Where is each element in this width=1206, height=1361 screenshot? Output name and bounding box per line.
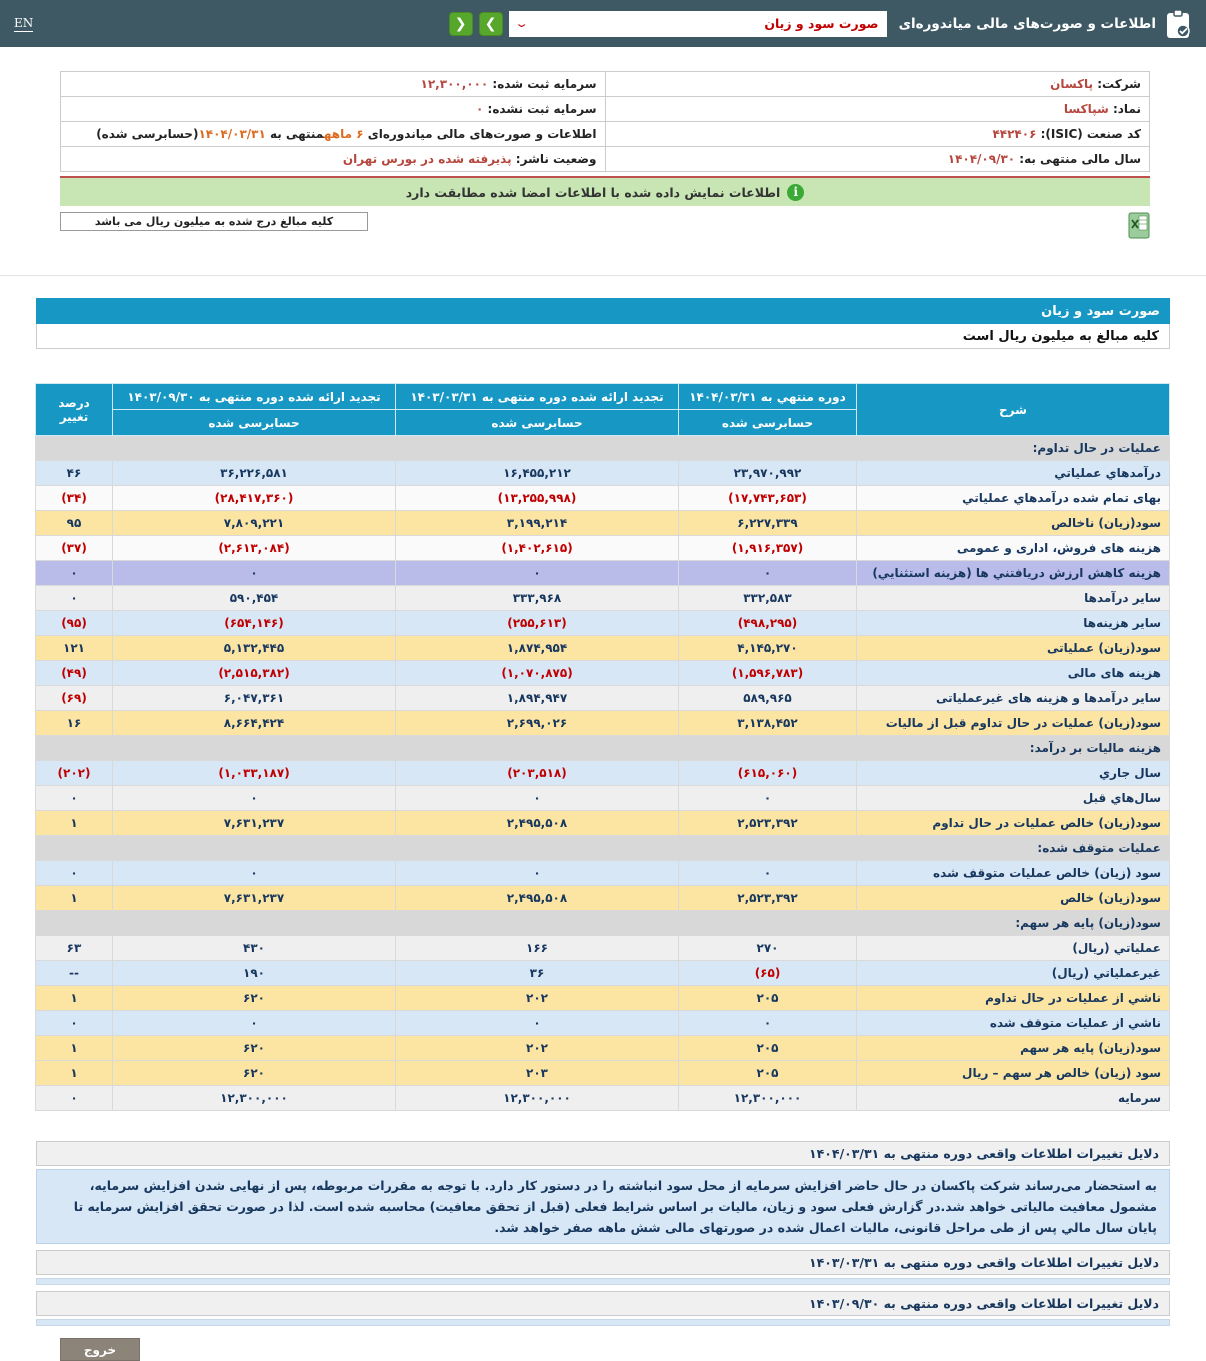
row-value: ۲,۴۹۵,۵۰۸ <box>396 811 679 836</box>
info-value: ۴۴۲۴۰۶ <box>992 127 1037 141</box>
row-value <box>113 436 396 461</box>
row-value <box>396 911 679 936</box>
row-value: ۰ <box>36 786 113 811</box>
row-value: ۰ <box>36 561 113 586</box>
row-value: ۳۶,۲۲۶,۵۸۱ <box>113 461 396 486</box>
row-label: عملیات متوقف شده: <box>857 836 1170 861</box>
row-value: ۰ <box>679 561 857 586</box>
next-statement-button[interactable]: ❯ <box>479 12 503 36</box>
info-value: ۰ <box>476 102 484 116</box>
row-value: ۰ <box>396 561 679 586</box>
row-value: ۲,۶۹۹,۰۲۶ <box>396 711 679 736</box>
note-header: دلایل تغییرات اطلاعات واقعی دوره منتهی به ۱۴۰۳/۰۳/۳۱ <box>36 1250 1170 1275</box>
info-value: ۱۲,۳۰۰,۰۰۰ <box>420 77 489 91</box>
row-value: ۱,۸۷۴,۹۵۴ <box>396 636 679 661</box>
row-value: (۴۹۸,۲۹۵) <box>679 611 857 636</box>
info-text-part: اطلاعات و صورت‌های مالی میاندوره‌ای <box>363 127 597 141</box>
row-label: سود(زيان) پایه هر سهم <box>857 1036 1170 1061</box>
row-label: سایر هزینه‌ها <box>857 611 1170 636</box>
row-value: ۲,۵۲۳,۳۹۲ <box>679 886 857 911</box>
table-row <box>36 436 1170 461</box>
row-value <box>36 736 113 761</box>
company-info-table <box>60 71 1150 172</box>
row-value: ۰ <box>36 861 113 886</box>
row-value: ۶۲۰ <box>113 986 396 1011</box>
row-value: ۱ <box>36 886 113 911</box>
row-value: (۲۵۵,۶۱۳) <box>396 611 679 636</box>
row-value: (۱,۰۷۰,۸۷۵) <box>396 661 679 686</box>
info-value: پذیرفته شده در بورس تهران <box>342 152 512 166</box>
row-value: (۲,۶۱۳,۰۸۴) <box>113 536 396 561</box>
language-toggle-en[interactable]: EN <box>14 15 34 30</box>
income-statement-table <box>35 383 1170 1111</box>
col-header-description: شرح <box>857 384 1170 436</box>
signature-notice-bar <box>60 178 1150 206</box>
table-row <box>36 736 1170 761</box>
row-value: ۴,۱۴۵,۲۷۰ <box>679 636 857 661</box>
row-label: سود(زيان) عملیات در حال تداوم قبل از مالیات <box>857 711 1170 736</box>
row-value: ۵,۱۳۲,۴۴۵ <box>113 636 396 661</box>
chevron-down-icon: ⌄ <box>513 17 529 30</box>
row-label: سود(زيان) ناخالص <box>857 511 1170 536</box>
row-value: ۷,۶۳۱,۲۳۷ <box>113 811 396 836</box>
company-info-cell <box>61 122 606 147</box>
company-info-cell <box>605 122 1150 147</box>
info-text-part: ۱۴۰۴/۰۳/۳۱ <box>198 127 266 141</box>
top-header-bar <box>0 0 1206 47</box>
row-value: (۲۸,۴۱۷,۳۶۰) <box>113 486 396 511</box>
row-value: ۱۶ <box>36 711 113 736</box>
row-value: ۶,۰۴۷,۳۶۱ <box>113 686 396 711</box>
company-info-cell <box>61 147 606 172</box>
table-row <box>36 1036 1170 1061</box>
row-label: سود (زیان) خالص عملیات متوقف شده <box>857 861 1170 886</box>
prev-statement-button[interactable]: ❮ <box>449 12 473 36</box>
row-value: ۰ <box>113 861 396 886</box>
statement-select-value: صورت سود و زیان <box>764 16 879 31</box>
info-label: وضعیت ناشر: <box>511 152 597 166</box>
table-row <box>36 636 1170 661</box>
row-value: (۱۷,۷۴۳,۶۵۳) <box>679 486 857 511</box>
row-value: ۱,۸۹۴,۹۴۷ <box>396 686 679 711</box>
table-row <box>36 511 1170 536</box>
row-label: ناشي از عملیات در حال تداوم <box>857 986 1170 1011</box>
row-label: هزینه های مالی <box>857 661 1170 686</box>
row-label: هزینه کاهش ارزش دریافتني ها (هزینه استثنايي) <box>857 561 1170 586</box>
row-value <box>113 736 396 761</box>
row-value: ۲۰۳ <box>396 1061 679 1086</box>
info-value: ۱۴۰۴/۰۹/۳۰ <box>947 152 1016 166</box>
info-label: نماد: <box>1108 102 1141 116</box>
row-value: (۱,۵۹۶,۷۸۳) <box>679 661 857 686</box>
row-value <box>36 436 113 461</box>
info-text-part: (حسابرسی شده) <box>96 127 199 141</box>
row-value: ۳۳۳,۹۶۸ <box>396 586 679 611</box>
table-row <box>36 811 1170 836</box>
table-row <box>36 836 1170 861</box>
table-row <box>36 961 1170 986</box>
row-value: ۰ <box>396 861 679 886</box>
info-label: سرمایه ثبت شده: <box>488 77 597 91</box>
table-row <box>36 486 1170 511</box>
row-label: عملیات در حال تداوم: <box>857 436 1170 461</box>
note-empty-strip <box>36 1278 1170 1285</box>
page-title: اطلاعات و صورت‌های مالی میاندوره‌ای <box>898 15 1156 32</box>
row-value: ۰ <box>113 786 396 811</box>
note-empty-strip <box>36 1319 1170 1326</box>
row-label: سود(زيان) خالص عملیات در حال تداوم <box>857 811 1170 836</box>
company-info-cell <box>61 97 606 122</box>
row-label: سایر درآمدها و هزینه های غیرعملیاتی <box>857 686 1170 711</box>
row-label: سود (زیان) خالص هر سهم – ریال <box>857 1061 1170 1086</box>
col-header-period-2: تجدید ارائه شده دوره منتهی به ۱۴۰۳/۰۳/۳۱ <box>396 384 679 410</box>
table-row <box>36 611 1170 636</box>
row-value: ۳۶ <box>396 961 679 986</box>
exit-button[interactable]: خروج <box>60 1338 140 1361</box>
row-value: ۲,۵۲۳,۳۹۲ <box>679 811 857 836</box>
table-row <box>36 861 1170 886</box>
row-value: ۰ <box>396 786 679 811</box>
col-header-period-3: تجدید ارائه شده دوره منتهی به ۱۴۰۳/۰۹/۳۰ <box>113 384 396 410</box>
row-label: سود(زيان) خالص <box>857 886 1170 911</box>
table-row <box>36 561 1170 586</box>
row-value: ۲۰۲ <box>396 1036 679 1061</box>
row-value: ۲۷۰ <box>679 936 857 961</box>
company-info-row <box>61 147 1150 172</box>
row-value: ۲۰۲ <box>396 986 679 1011</box>
row-value: (۱,۹۱۶,۳۵۷) <box>679 536 857 561</box>
company-info-body <box>61 72 1150 172</box>
company-info-row <box>61 72 1150 97</box>
row-value: ۱ <box>36 1061 113 1086</box>
company-info-cell <box>61 72 606 97</box>
row-value: ۰ <box>396 1011 679 1036</box>
table-row <box>36 786 1170 811</box>
row-value: (۶۱۵,۰۶۰) <box>679 761 857 786</box>
row-value: ۱۲,۳۰۰,۰۰۰ <box>679 1086 857 1111</box>
row-value: ۰ <box>679 786 857 811</box>
row-value: ۱ <box>36 986 113 1011</box>
notes-section <box>0 1141 1206 1326</box>
company-info-row <box>61 122 1150 147</box>
row-value: ۵۹۰,۴۵۴ <box>113 586 396 611</box>
row-value: ۱۲۱ <box>36 636 113 661</box>
unit-note-row: کلیه مبالغ به میلیون ریال است <box>36 324 1170 349</box>
row-value: ۱۹۰ <box>113 961 396 986</box>
row-value: (۳۴) <box>36 486 113 511</box>
row-value: ۰ <box>36 1086 113 1111</box>
income-statement-header <box>36 384 1170 436</box>
note-header: دلایل تغییرات اطلاعات واقعی دوره منتهی به ۱۴۰۳/۰۹/۳۰ <box>36 1291 1170 1316</box>
table-row <box>36 911 1170 936</box>
row-value: (۲,۵۱۵,۳۸۲) <box>113 661 396 686</box>
row-value <box>396 836 679 861</box>
row-label: سایر درآمدها <box>857 586 1170 611</box>
row-label: بهای تمام شده درآمدهاي عملياتي <box>857 486 1170 511</box>
row-value <box>679 911 857 936</box>
col-subheader-audited-3: حسابرسی شده <box>113 410 396 436</box>
company-info-cell <box>605 147 1150 172</box>
row-label: سود(زيان) عملیاتی <box>857 636 1170 661</box>
info-label: سال مالی منتهی به: <box>1015 152 1141 166</box>
row-label: هزینه مالیات بر درآمد: <box>857 736 1170 761</box>
table-row <box>36 711 1170 736</box>
table-row <box>36 586 1170 611</box>
row-value: ۴۶ <box>36 461 113 486</box>
row-label: عملياتي (ریال) <box>857 936 1170 961</box>
row-value: ۱۶,۴۵۵,۲۱۲ <box>396 461 679 486</box>
table-row <box>36 461 1170 486</box>
row-value: (۶۵) <box>679 961 857 986</box>
row-value: ۲۰۵ <box>679 986 857 1011</box>
signature-notice-text: اطلاعات نمایش داده شده با اطلاعات امضا شده مطابقت دارد <box>405 184 781 200</box>
info-label: سرمایه ثبت نشده: <box>483 102 597 116</box>
table-row <box>36 761 1170 786</box>
row-label: سال جاري <box>857 761 1170 786</box>
row-value: ۷,۸۰۹,۲۲۱ <box>113 511 396 536</box>
row-value: ۶۳ <box>36 936 113 961</box>
row-value: (۱,۰۳۳,۱۸۷) <box>113 761 396 786</box>
company-info-cell <box>605 97 1150 122</box>
row-value: ۱ <box>36 1036 113 1061</box>
row-label: ناشي از عملیات متوقف شده <box>857 1011 1170 1036</box>
table-row <box>36 936 1170 961</box>
info-value: شپاکسا <box>1063 102 1109 116</box>
row-value: (۱,۴۰۲,۶۱۵) <box>396 536 679 561</box>
row-value: -- <box>36 961 113 986</box>
row-value <box>679 736 857 761</box>
row-value: ۵۸۹,۹۶۵ <box>679 686 857 711</box>
row-value: ۰ <box>36 586 113 611</box>
note-header: دلایل تغییرات اطلاعات واقعی دوره منتهی به ۱۴۰۴/۰۳/۳۱ <box>36 1141 1170 1166</box>
row-value: ۹۵ <box>36 511 113 536</box>
row-value <box>396 436 679 461</box>
row-value: (۲۰۳,۵۱۸) <box>396 761 679 786</box>
row-value <box>679 836 857 861</box>
row-value <box>36 836 113 861</box>
row-value: ۷,۶۳۱,۲۳۷ <box>113 886 396 911</box>
row-value: ۸,۶۶۴,۴۲۴ <box>113 711 396 736</box>
amounts-note-box: کلیه مبالغ درج شده به میلیون ریال می باشد <box>60 212 368 231</box>
row-value: ۱۶۶ <box>396 936 679 961</box>
col-header-period-1: دوره منتهي به ۱۴۰۴/۰۳/۳۱ <box>679 384 857 410</box>
info-label: شرکت: <box>1093 77 1141 91</box>
statement-select[interactable] <box>509 11 887 37</box>
table-row <box>36 686 1170 711</box>
row-value: ۶,۲۲۷,۳۳۹ <box>679 511 857 536</box>
col-subheader-audited-2: حسابرسی شده <box>396 410 679 436</box>
info-label: کد صنعت (ISIC): <box>1036 127 1141 141</box>
row-value: ۱ <box>36 811 113 836</box>
section-separator <box>0 275 1206 276</box>
statement-title-bar: صورت سود و زیان <box>36 298 1170 324</box>
table-row <box>36 1011 1170 1036</box>
row-value: ۳,۱۹۹,۲۱۴ <box>396 511 679 536</box>
row-value: ۰ <box>113 1011 396 1036</box>
table-row <box>36 1061 1170 1086</box>
row-value: ۰ <box>679 861 857 886</box>
row-value: (۳۷) <box>36 536 113 561</box>
row-label: درآمدهاي عملياتي <box>857 461 1170 486</box>
info-value: پاکسان <box>1050 77 1094 91</box>
row-value: ۶۲۰ <box>113 1036 396 1061</box>
row-value: ۴۳۰ <box>113 936 396 961</box>
row-value: ۶۲۰ <box>113 1061 396 1086</box>
row-value: (۱۳,۲۵۵,۹۹۸) <box>396 486 679 511</box>
table-row <box>36 536 1170 561</box>
row-value: ۱۲,۳۰۰,۰۰۰ <box>113 1086 396 1111</box>
col-subheader-audited-1: حسابرسی شده <box>679 410 857 436</box>
row-value: ۲۳,۹۷۰,۹۹۲ <box>679 461 857 486</box>
row-value: (۹۵) <box>36 611 113 636</box>
row-value: ۰ <box>36 1011 113 1036</box>
row-value: (۶۵۴,۱۴۶) <box>113 611 396 636</box>
row-value: ۰ <box>113 561 396 586</box>
info-text-part: ۶ ماهه <box>323 127 364 141</box>
row-value: ۲۰۵ <box>679 1061 857 1086</box>
row-value: (۴۹) <box>36 661 113 686</box>
row-value: ۲۰۵ <box>679 1036 857 1061</box>
table-row <box>36 661 1170 686</box>
company-info-cell <box>605 72 1150 97</box>
company-info-row <box>61 97 1150 122</box>
row-value <box>113 911 396 936</box>
row-value <box>396 736 679 761</box>
row-value: ۲,۴۹۵,۵۰۸ <box>396 886 679 911</box>
info-text-part: منتهی به <box>265 127 324 141</box>
row-value: (۲۰۲) <box>36 761 113 786</box>
row-value: ۰ <box>679 1011 857 1036</box>
row-label: سرمایه <box>857 1086 1170 1111</box>
row-value: (۶۹) <box>36 686 113 711</box>
row-value <box>113 836 396 861</box>
row-label: هزینه های فروش، اداری و عمومی <box>857 536 1170 561</box>
row-label: سال‌هاي قبل <box>857 786 1170 811</box>
table-row <box>36 1086 1170 1111</box>
income-statement-body <box>36 436 1170 1111</box>
clipboard-check-icon <box>1164 9 1192 39</box>
row-label: سود(زيان) پایه هر سهم: <box>857 911 1170 936</box>
row-value: ۳۳۲,۵۸۳ <box>679 586 857 611</box>
row-value: ۳,۱۳۸,۴۵۲ <box>679 711 857 736</box>
table-row <box>36 886 1170 911</box>
note-body-text: به استحضار می‌رساند شرکت پاکسان در حال حاضر افزایش سرمایه از محل سود انباشته را در دستور کار دارد. با توجه به مقررات مربوطه، پس از نهایی شدن افزایش سرمایه، مشمول معافیت مالیاتی خواهد شد.در گزارش فعلی سود و زیان، مالیات بر اساس شرایط فعلی (قبل از تحقق معافیت) محاسبه شده است. لذا در صورت تحقق افزایش سرمایه تا پایان سال مالي پس از طی مراحل قانونی، مالیات اعمال شده در صورتهای مالی شش ماهه صفر خواهد شد. <box>36 1169 1170 1244</box>
info-icon: i <box>787 184 804 201</box>
excel-export-icon[interactable] <box>1128 212 1150 239</box>
amounts-row <box>60 212 1150 239</box>
row-value <box>679 436 857 461</box>
col-header-change-percent: درصد تغییر <box>36 384 113 436</box>
row-value <box>36 911 113 936</box>
table-row <box>36 986 1170 1011</box>
row-value: ۱۲,۳۰۰,۰۰۰ <box>396 1086 679 1111</box>
row-label: غیرعملياتي (ریال) <box>857 961 1170 986</box>
